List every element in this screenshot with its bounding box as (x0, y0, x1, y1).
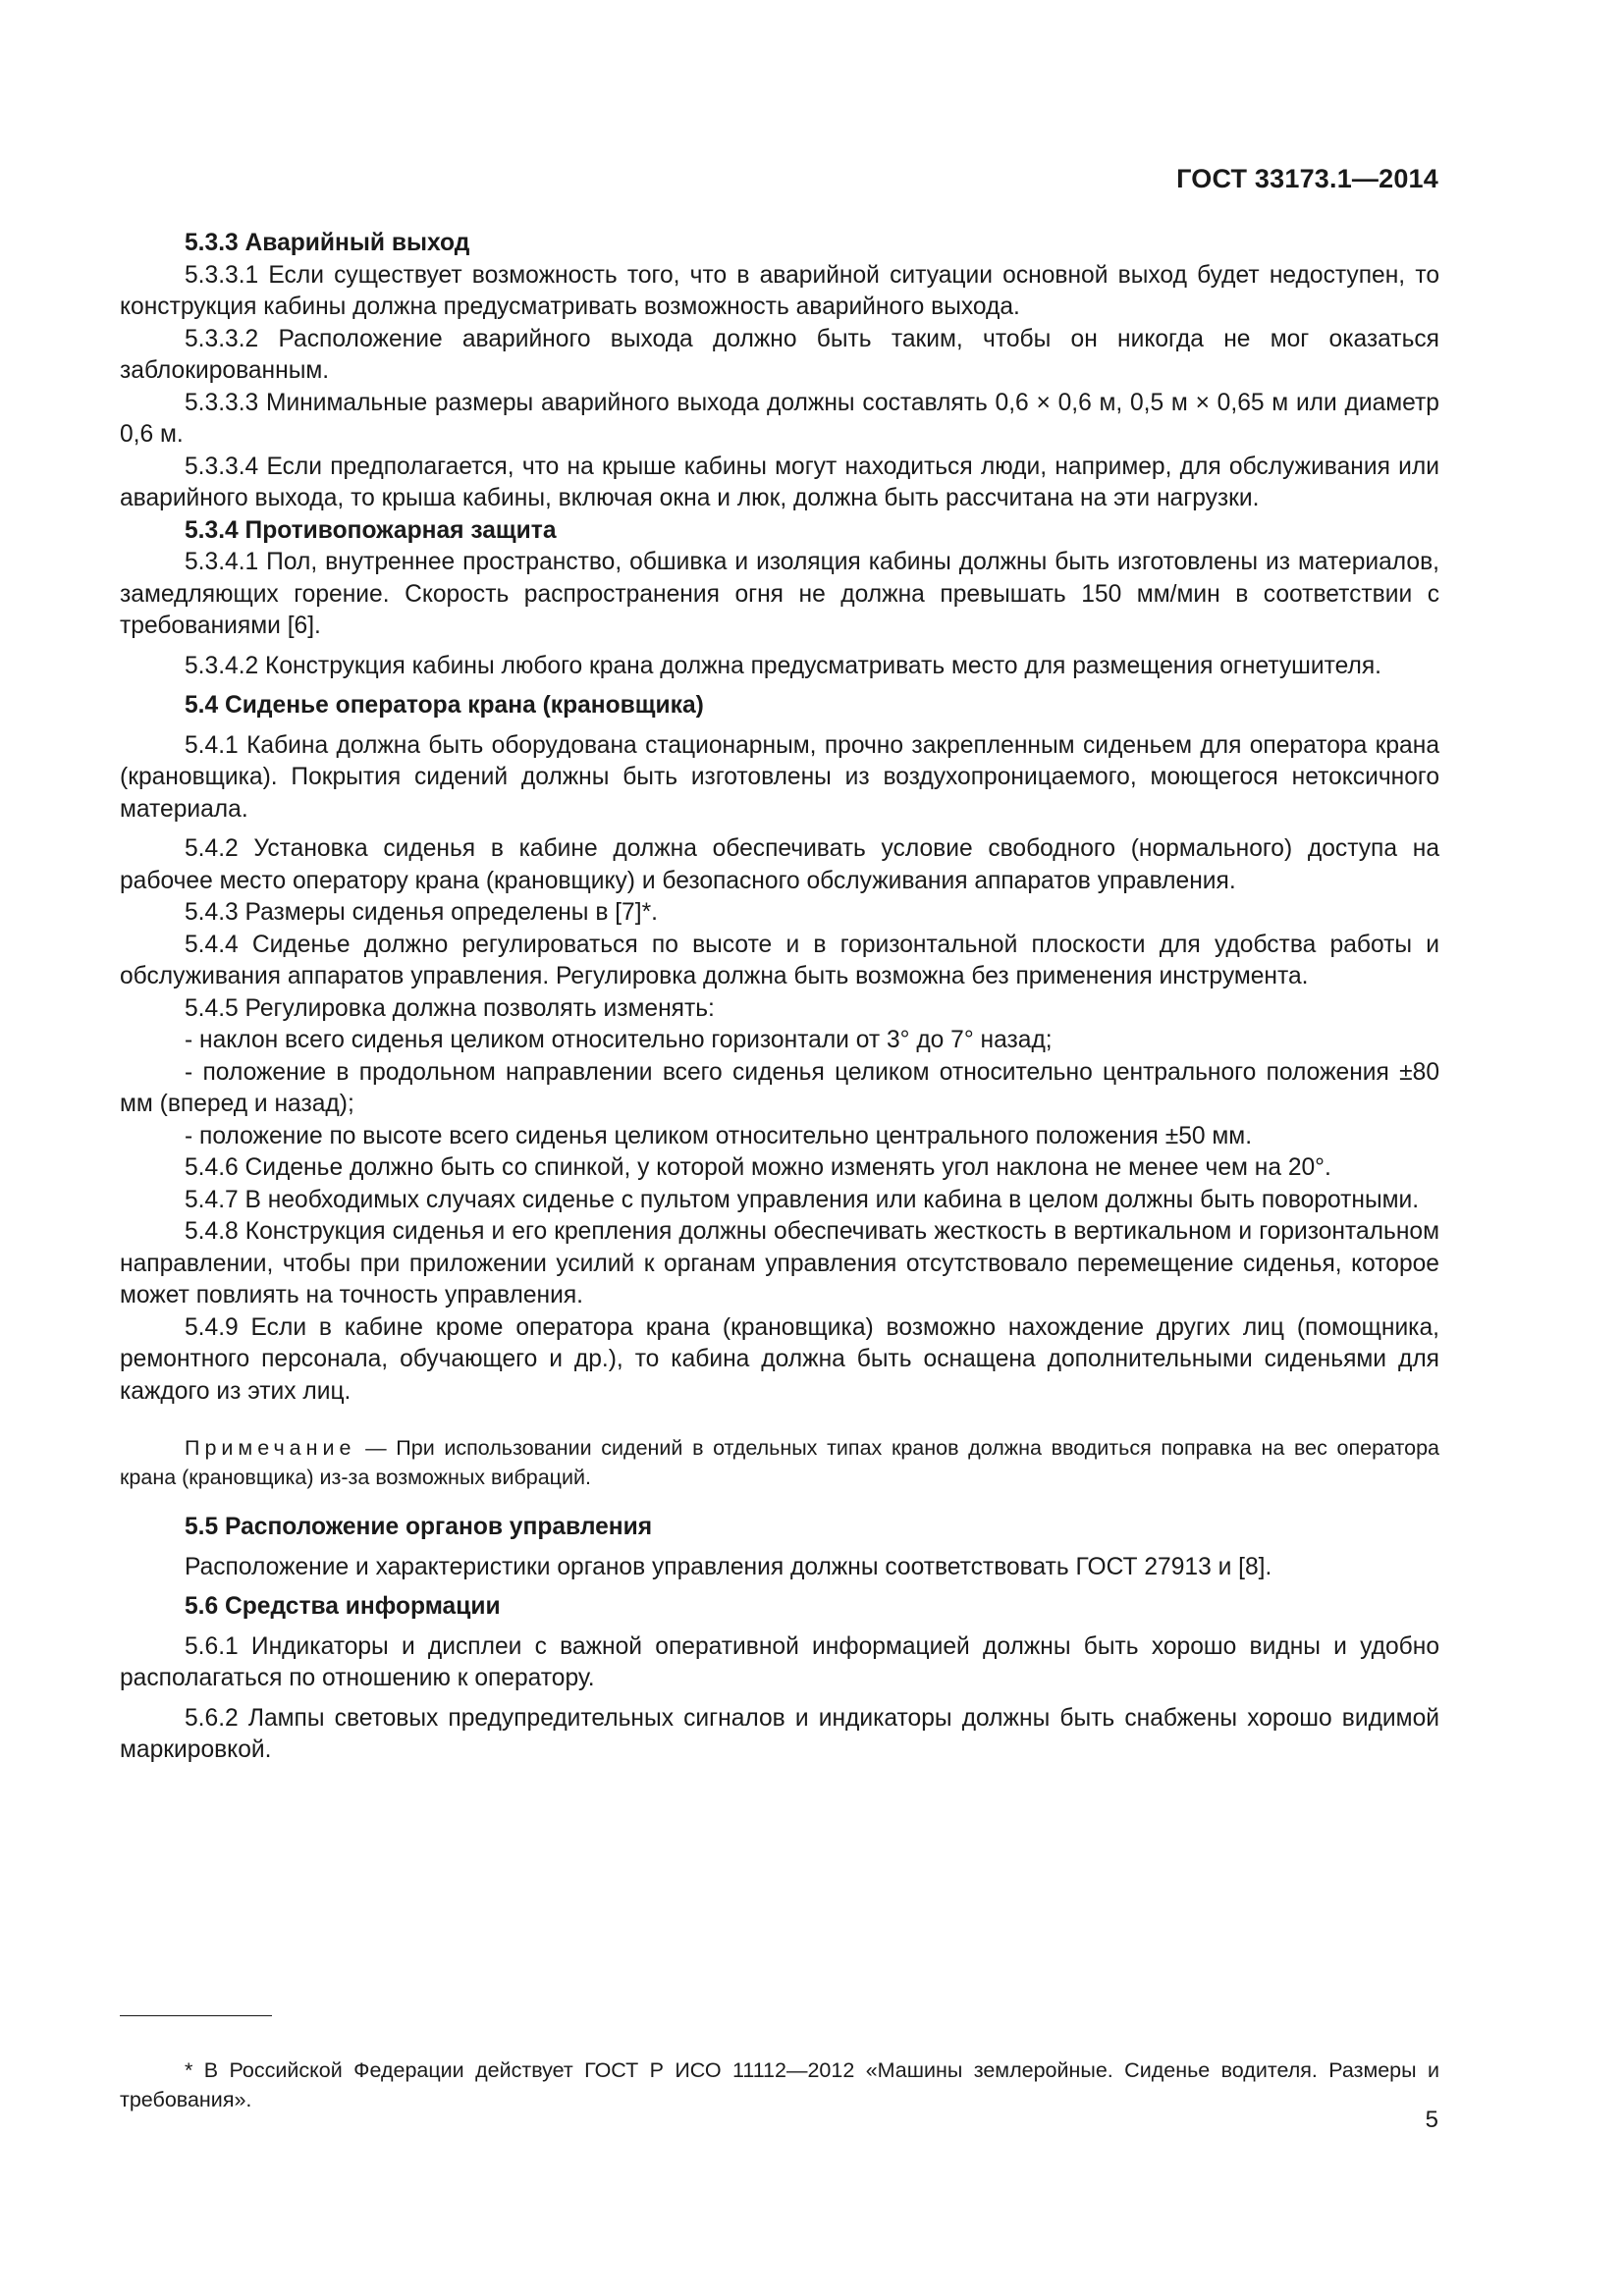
paragraph-5-4-5: 5.4.5 Регулировка должна позволять изменять: (185, 994, 715, 1022)
paragraph-5-4-4: 5.4.4 Сиденье должно регулироваться по высоте и в горизонтальной плоскости для удобства работы и обслуживания аппаратов управления. Регулировка должна быть возможна без применения инструмента. (120, 931, 1439, 989)
paragraph-5-4-2: 5.4.2 Установка сиденья в кабине должна обеспечивать условие свободного (нормального) доступа на рабочее место оператору крана (крановщику) и безопасного обслуживания аппаратов управления. (120, 835, 1439, 894)
list-item: - наклон всего сиденья целиком относительно горизонтали от 3° до 7° назад; (185, 1027, 1053, 1053)
section-heading-5-6: 5.6 Средства информации (185, 1593, 501, 1620)
paragraph-5-3-3-3: 5.3.3.3 Минимальные размеры аварийного выхода должны составлять 0,6 × 0,6 м, 0,5 м × 0,65 м или диаметр 0,6 м. (120, 389, 1439, 448)
section-heading-5-4: 5.4 Сиденье оператора крана (крановщика) (185, 692, 704, 719)
paragraph-5-4-9: 5.4.9 Если в кабине кроме оператора крана (крановщика) возможно нахождение других лиц (помощника, ремонтного персонала, обучающего и др.), то кабина должна быть оснащена дополнительными сиденьями для каждого из этих лиц. (120, 1313, 1439, 1405)
footnote-divider (120, 2015, 272, 2016)
paragraph-5-4-7: 5.4.7 В необходимых случаях сиденье с пультом управления или кабина в целом должны быть поворотными. (185, 1186, 1420, 1213)
paragraph-5-4-6: 5.4.6 Сиденье должно быть со спинкой, у которой можно изменять угол наклона не менее чем на 20°. (185, 1154, 1331, 1181)
note-label: Примечание (185, 1436, 356, 1460)
page-number: 5 (1425, 2107, 1438, 2133)
paragraph-5-3-3-4: 5.3.3.4 Если предполагается, что на крыше кабины могут находиться люди, например, для обслуживания или аварийного выхода, то крыша кабины, включая окна и люк, должна быть рассчитана на эти нагрузки. (120, 453, 1439, 511)
paragraph-5-3-4-1: 5.3.4.1 Пол, внутреннее пространство, обшивка и изоляция кабины должны быть изготовлены из материалов, замедляющих горение. Скорость распространения огня не должна превышать 150 мм/мин в соответствии с требованиями [6]. (120, 549, 1439, 639)
paragraph-5-3-3-2: 5.3.3.2 Расположение аварийного выхода должно быть таким, чтобы он никогда не мог оказаться заблокированным. (120, 325, 1439, 384)
page-body (120, 228, 1439, 1767)
list-item: - положение по высоте всего сиденья целиком относительно центрального положения ±50 мм. (185, 1122, 1253, 1149)
paragraph-5-4-1: 5.4.1 Кабина должна быть оборудована стационарным, прочно закрепленным сиденьем для оператора крана (крановщика). Покрытия сидений должны быть изготовлены из воздухопроницаемого, моющегося нетоксичного материала. (120, 731, 1439, 823)
paragraph-5-3-3-1: 5.3.3.1 Если существует возможность того, что в аварийной ситуации основной выход будет недоступен, то конструкция кабины должна предусматривать возможность аварийного выхода. (120, 261, 1439, 320)
paragraph-5-5: Расположение и характеристики органов управления должны соответствовать ГОСТ 27913 и [8]. (185, 1553, 1272, 1580)
paragraph-5-4-8: 5.4.8 Конструкция сиденья и его крепления должны обеспечивать жесткость в вертикальном и горизонтальном направлении, чтобы при приложении усилий к органам управления отсутствовало перемещение сиденья, которое может повлиять на точность управления. (120, 1218, 1439, 1308)
footnote: * В Российской Федерации действует ГОСТ Р ИСО 11112—2012 «Машины землеройные. Сиденье водителя. Размеры и требования». (120, 2057, 1439, 2111)
list-item: - положение в продольном направлении всего сиденья целиком относительно центрального положения ±80 мм (вперед и назад); (120, 1058, 1439, 1117)
paragraph-5-4-3: 5.4.3 Размеры сиденья определены в [7]*. (185, 899, 658, 926)
note-block (120, 1433, 1439, 1492)
section-heading-5-3-4: 5.3.4 Противопожарная защита (185, 516, 557, 544)
note-text: — При использовании сидений в отдельных типах кранов должна вводиться поправка на вес оператора крана (крановщика) из-за возможных вибраций. (120, 1436, 1439, 1489)
paragraph-5-6-1: 5.6.1 Индикаторы и дисплеи с важной оперативной информацией должны быть хорошо видны и удобно располагаться по отношению к оператору. (120, 1632, 1439, 1691)
paragraph-5-6-2: 5.6.2 Лампы световых предупредительных сигналов и индикаторы должны быть снабжены хорошо видимой маркировкой. (120, 1704, 1439, 1763)
section-heading-5-3-3: 5.3.3 Аварийный выход (185, 230, 470, 256)
document-id-header: ГОСТ 33173.1—2014 (1176, 164, 1438, 193)
section-heading-5-5: 5.5 Расположение органов управления (185, 1514, 653, 1540)
paragraph-5-3-4-2: 5.3.4.2 Конструкция кабины любого крана должна предусматривать место для размещения огнетушителя. (185, 652, 1381, 679)
